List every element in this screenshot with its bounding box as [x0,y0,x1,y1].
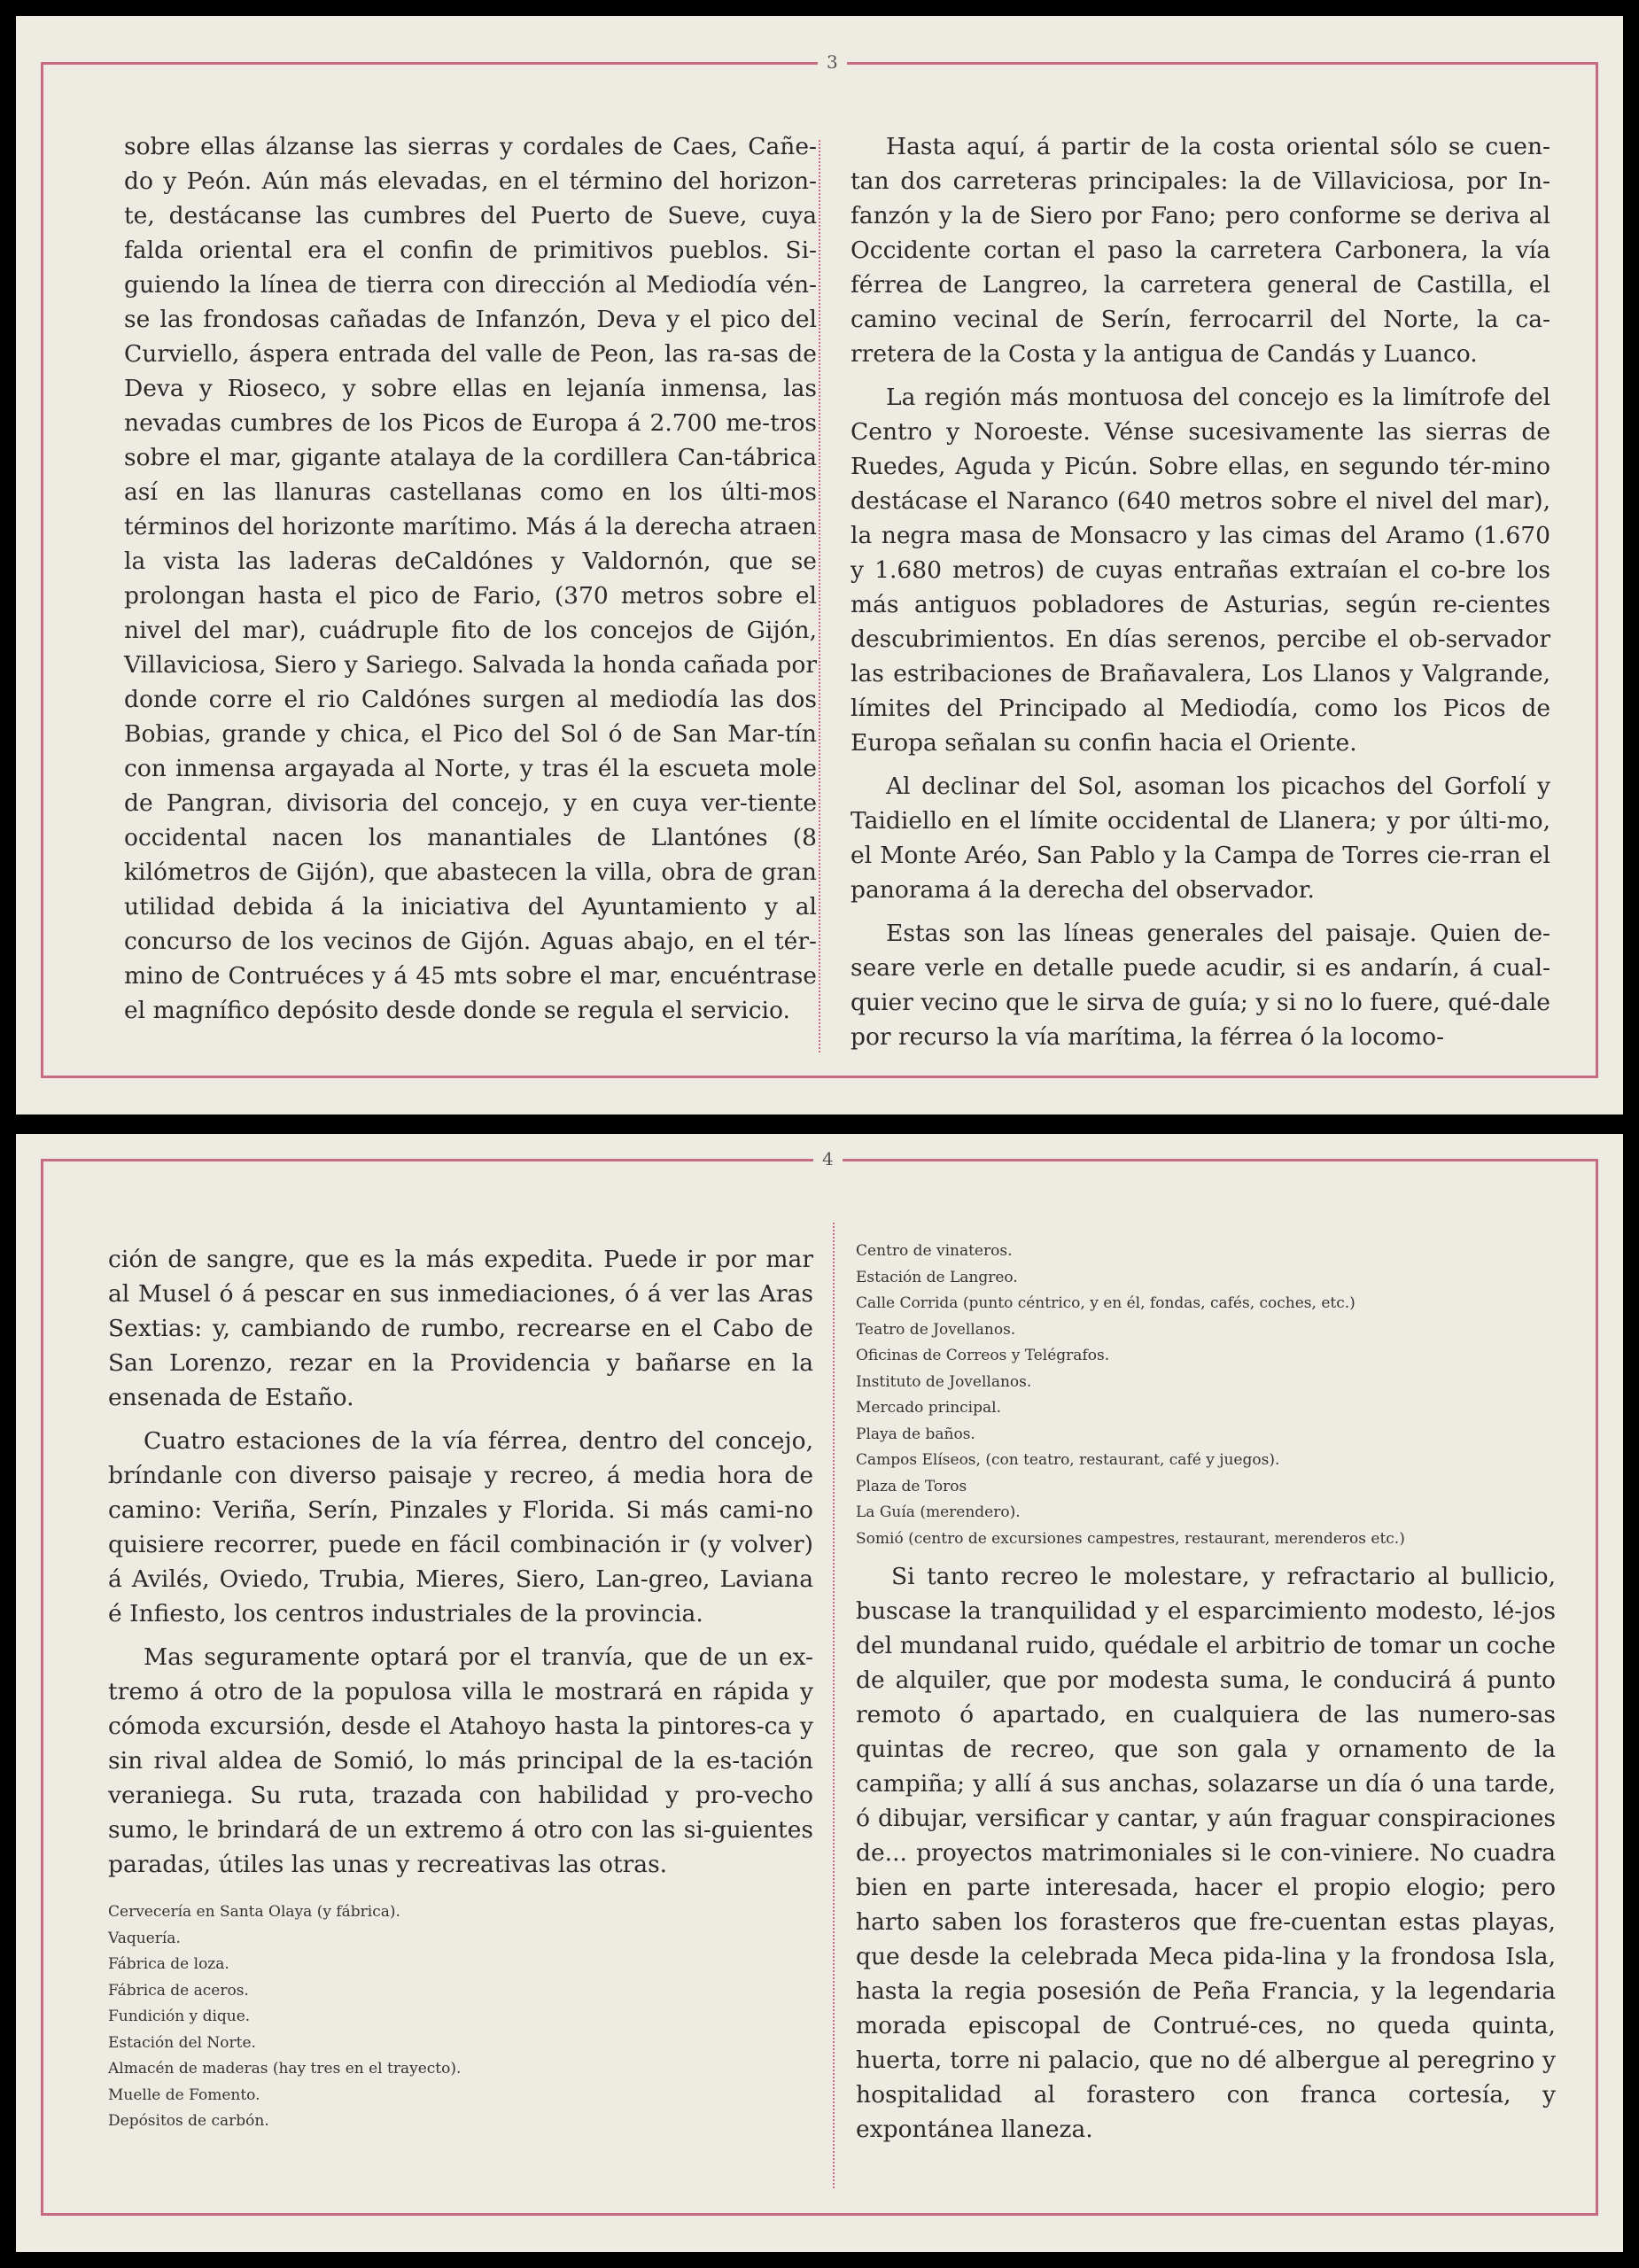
left-column [108,1242,813,2135]
stops-list-left [108,1899,813,2135]
list-item: Fundición y dique. [108,2008,251,2025]
paragraph: ción de sangre, que es la más expedita. Puede ir por mar al Musel ó á pescar en sus inmediaciones, ó á ver las Aras Sextias: y, cambiando de rumbo, recrearse en el Cabo de San Lorenzo, rezar en la Providencia y bañarse en la ensenada de Estaño. [108,1246,813,1411]
list-item: Somió (centro de excursiones campestres, restaurant, merenderos etc.) [856,1529,1405,1548]
list-item: Instituto de Jovellanos. [856,1372,1032,1391]
list-item: La Guía (merendero). [856,1503,1021,1521]
right-border [1596,1159,1598,2213]
list-item: Almacén de maderas (hay tres en el trayecto). [108,2060,462,2078]
paragraph: Al declinar del Sol, asoman los picachos del Gorfolí y Taidiello en el límite occidental de Llanera; y por últi-mo, el Monte Aréo, San Pablo y la Campa de Torres cie-rran el panorama á la derecha del observador. [851,773,1550,904]
page-3 [16,16,1623,1115]
page-number: 4 [813,1148,843,1169]
left-border [41,1159,43,2213]
list-item: Muelle de Fomento. [108,2085,260,2104]
bottom-border [41,2213,1598,2216]
right-column [851,129,1550,1054]
list-item: Fábrica de loza. [108,1955,229,1973]
list-item: Playa de baños. [856,1425,975,1443]
list-item: Calle Corrida (punto céntrico, y en él, fondas, cafés, coches, etc.) [856,1294,1355,1312]
column-divider [833,1223,835,2188]
list-item: Fábrica de aceros. [108,1981,249,2000]
list-item: Mercado principal. [856,1399,1001,1417]
list-item: Centro de vinateros. [856,1242,1013,1260]
paragraph: La región más montuosa del concejo es la limítrofe del Centro y Noroeste. Vénse sucesivamente las sierras de Ruedes, Aguda y Picún. Sobre ellas, en segundo tér-mino destácase el Naranco (640 metros sobre el nivel del mar), la negra masa de Monsacro y las cimas del Aramo (1.670 y 1.680 metros) de cuyas entrañas extraían el co-bre los más antiguos pobladores de Asturias, según re-cientes descubrimientos. En días serenos, percibe el ob-servador las estribaciones de Brañavalera, Los Llanos y Valgrande, límites del Principado al Mediodía, como los Picos de Europa señalan su confin hacia el Oriente. [851,384,1550,757]
list-item: Vaquería. [108,1929,181,1947]
paragraph: Si tanto recreo le molestare, y refractario al bullicio, buscase la tranquilidad y el esparcimiento modesto, lé-jos del mundanal ruido, quédale el arbitrio de tomar un coche de alquiler, que por modesta suma, le conducirá á punto remoto ó apartado, en cualquiera de las numero-sas quintas de recreo, que son gala y ornamento de la campiña; y allí á sus anchas, solazarse un día ó una tarde, ó dibujar, versificar y cantar, y aún fraguar conspiraciones de... proyectos matrimoniales si le con-viniere. No cuadra bien en parte interesada, hacer el propio elogio; pero harto saben los forasteros que fre-cuentan estas playas, que desde la celebrada Meca pida-lina y la frondosa Isla, hasta la regia posesión de Peña Francia, y la legendaria morada episcopal de Contrué-ces, no queda quinta, huerta, torre ni palacio, que no dé albergue al peregrino y hospitalidad al forastero con franca cortesía, y expontánea llaneza. [856,1563,1556,2143]
list-item: Estación de Langreo. [856,1268,1018,1286]
right-border [1596,62,1598,1076]
page-4 [16,1134,1623,2252]
list-item: Oficinas de Correos y Telégrafos. [856,1347,1110,1364]
list-item: Estación del Norte. [108,2033,256,2052]
right-column [856,1239,1556,2147]
list-item: Campos Elíseos, (con teatro, restaurant, café y juegos). [856,1451,1280,1469]
paragraph: sobre ellas álzanse las sierras y cordales de Caes, Cañe-do y Peón. Aún más elevadas, en el término del horizon-te, destácanse las cumbres del Puerto de Sueve, cuya falda oriental era el confin de primitivos pueblos. Si-guiendo la línea de tierra con dirección al Mediodía vén-se las frondosas cañadas de Infanzón, Deva y el pico del Curviello, áspera entrada del valle de Peon, las ra-sas de Deva y Rioseco, y sobre ellas en lejanía inmensa, las nevadas cumbres de los Picos de Europa á 2.700 me-tros sobre el mar, gigante atalaya de la cordillera Can-tábrica así en las llanuras castellanas como en los últi-mos términos del horizonte marítimo. Más á la derecha atraen la vista las laderas deCaldónes y Valdornón, que se prolongan hasta el pico de Fario, (370 metros sobre el nivel del mar), cuádruple fito de los concejos de Gijón, Villaviciosa, Siero y Sariego. Salvada la honda cañada por donde corre el rio Caldónes surgen al mediodía las dos Bobias, grande y chica, el Pico del Sol ó de San Mar-tín con inmensa argayada al Norte, y tras él la escueta mole de Pangran, divisoria del concejo, y en cuya ver-tiente occidental nacen los manantiales de Llantónes (8 kilómetros de Gijón), que abastecen la villa, obra de gran utilidad debida á la iniciativa del Ayuntamiento y al concurso de los vecinos de Gijón. Aguas abajo, en el tér-mino de Contruéces y á 45 mts sobre el mar, encuéntrase el magnífico depósito desde donde se regula el servicio. [124,133,817,1024]
column-divider [819,140,820,1052]
page-number: 3 [818,51,847,73]
list-item: Depósitos de carbón. [108,2112,269,2130]
stops-list-right [856,1239,1556,1552]
paragraph: Mas seguramente optará por el tranvía, que de un ex-tremo á otro de la populosa villa le mostrará en rápida y cómoda excursión, desde el Atahoyo hasta la pintores-ca y sin rival aldea de Somió, lo más principal de la es-tación veraniega. Su ruta, trazada con habilidad y pro-vecho sumo, le brindará de un extremo á otro con las si-guientes paradas, útiles las unas y recreativas las otras. [108,1643,813,1878]
list-item: Teatro de Jovellanos. [856,1320,1016,1339]
left-column [124,129,817,1028]
bottom-border [41,1076,1598,1078]
list-item: Plaza de Toros [856,1477,967,1495]
paragraph: Hasta aquí, á partir de la costa oriental sólo se cuen-tan dos carreteras principales: la de Villaviciosa, por In-fanzón y la de Siero por Fano; pero conforme se deriva al Occidente cortan el paso la carretera Carbonera, la vía férrea de Langreo, la carretera general de Castilla, el camino vecinal de Serín, ferrocarril del Norte, la ca-rretera de la Costa y la antigua de Candás y Luanco. [851,133,1550,368]
left-border [41,62,43,1076]
list-item: Cervecería en Santa Olaya (y fábrica). [108,1903,400,1921]
paragraph: Cuatro estaciones de la vía férrea, dentro del concejo, bríndanle con diverso paisaje y recreo, á media hora de camino: Veriña, Serín, Pinzales y Florida. Si más cami-no quisiere recorrer, puede en fácil combinación ir (y volver) á Avilés, Oviedo, Trubia, Mieres, Siero, Lan-greo, Laviana é Infiesto, los centros industriales de la provincia. [108,1427,813,1627]
paragraph: Estas son las líneas generales del paisaje. Quien de-seare verle en detalle puede acudir, si es andarín, á cual-quier vecino que le sirva de guía; y si no lo fuere, qué-dale por recurso la vía marítima, la férrea ó la locomo- [851,920,1550,1051]
